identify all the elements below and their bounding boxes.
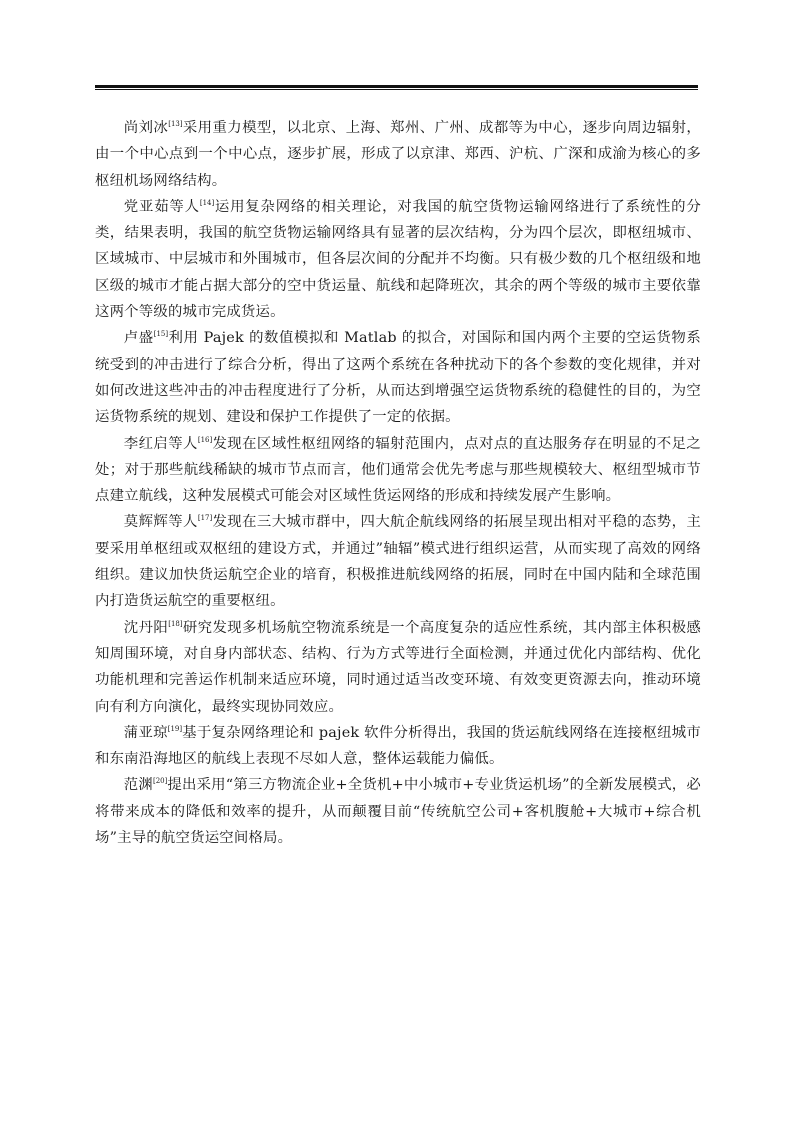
paragraph-text: 发现在区域性枢纽网络的辐射范围内，点对点的直达服务存在明显的不足之处；对于那些航线稀缺的城市节点而言，他们通常会优先考虑与那些规模较大、枢纽型城市节点建立航线，这种发展模式可能会对区域性货运网络的形成和持续发展产生影响。 [95,435,701,505]
citation-author: 卢盛 [123,330,154,347]
citation-ref: [17] [197,514,213,523]
paragraph-text: 运用复杂网络的相关理论，对我国的航空货物运输网络进行了系统性的分类，结果表明，我国的航空货物运输网络具有显著的层次结构，分为四个层次，即枢纽城市、区域城市、中层城市和外围城市，但各层次间的分配并不均衡。只有极少数的几个枢纽级和地区级的城市才能占据大部分的空中货运量、航线和起降班次，其余的两个等级的城市主要依靠这两个等级的城市完成货运。 [95,198,701,321]
paragraph [95,720,701,773]
paragraph [95,772,701,851]
paragraph [95,325,701,430]
citation-ref: [18] [168,619,183,628]
citation-ref: [19] [167,724,183,733]
citation-author: 党亚茹等人 [123,198,200,215]
paragraph [95,115,701,194]
paragraph-text: 发现在三大城市群中，四大航企航线网络的拓展呈现出相对平稳的态势，主要采用单枢纽或双枢纽的建设方式，并通过”轴辐”模式进行组织运营，从而实现了高效的网络组织。建议加快货运航空企业的培育，积极推进航线网络的拓展，同时在中国内陆和全球范围内打造货运航空的重要枢纽。 [95,514,701,610]
header-rule [95,85,698,90]
citation-author: 莫辉辉等人 [123,514,198,531]
citation-ref: [15] [153,330,169,339]
citation-author: 范渊 [123,777,153,794]
citation-author: 蒲亚琼 [123,724,168,741]
citation-author: 尚刘冰 [123,120,169,136]
citation-ref: [14] [199,198,215,207]
citation-ref: [13] [168,120,183,128]
paragraph-text: 利用 Pajek 的数值模拟和 Matlab 的拟合，对国际和国内两个主要的空运货物系统受到的冲击进行了综合分析，得出了这两个系统在各种扰动下的各个参数的变化规律，并对如何改进这些冲击的冲击程度进行了分析，从而达到增强空运货物系统的稳健性的目的，为空运货物系统的规划、建设和保护工作提供了一定的依据。 [95,330,701,426]
paragraph-text: 提出采用“第三方物流企业+全货机+中小城市+专业货运机场”的全新发展模式，必将带来成本的降低和效率的提升，从而颠覆目前“传统航空公司+客机腹舱+大城市+综合机场”主导的航空货运空间格局。 [95,777,701,847]
paragraph [95,509,701,614]
paragraph-text: 基于复杂网络理论和 pajek 软件分析得出，我国的货运航线网络在连接枢纽城市和东南沿海地区的航线上表现不尽如人意，整体运载能力偏低。 [95,724,701,768]
paragraph [95,431,701,510]
paragraph [95,615,701,720]
citation-author: 李红启等人 [123,435,198,452]
document-body [95,115,701,851]
citation-author: 沈丹阳 [123,619,169,636]
paragraph-text: 研究发现多机场航空物流系统是一个高度复杂的适应性系统，其内部主体积极感知周围环境，对自身内部状态、结构、行为方式等进行全面检测，并通过优化内部结构、优化功能机理和完善运作机制来适应环境，同时通过适当改变环境、有效变更资源去向，推动环境向有利方向演化，最终实现协同效应。 [95,619,701,715]
citation-ref: [20] [153,777,168,786]
citation-ref: [16] [197,435,213,444]
paragraph [95,194,701,325]
paragraph-text: 采用重力模型，以北京、上海、郑州、广州、成都等为中心，逐步向周边辐射，由一个中心点到一个中心点，逐步扩展，形成了以京津、郑西、沪杭、广深和成渝为核心的多枢纽机场网络结构。 [95,120,701,189]
